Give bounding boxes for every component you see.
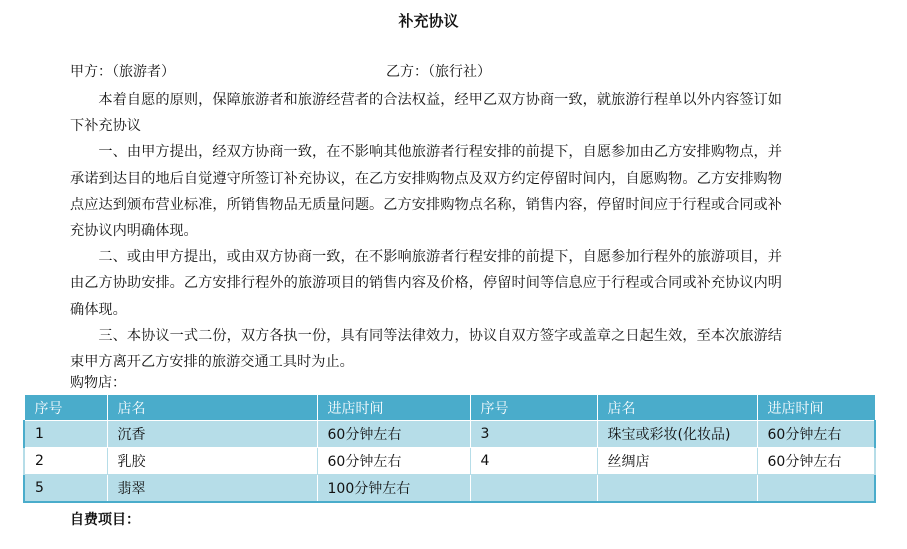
table-cell: 1 [24,421,107,448]
table-row [24,421,875,448]
shops-label: 购物店： [70,375,126,391]
table-cell: 乳胶 [107,448,317,475]
table-cell: 3 [470,421,597,448]
table-cell: 丝绸店 [597,448,757,475]
table-cell [757,475,875,503]
table-cell [597,475,757,503]
clause-three-paragraph: 三、本协议一式二份，双方各执一份，具有同等法律效力，协议自双方签字或盖章之日起生效，至本次旅游结束甲方离开乙方安排的旅游交通工具时为止。 [70,327,782,371]
table-header-row [24,395,875,421]
header-visit-time-2: 进店时间 [757,395,875,421]
intro-paragraph: 本着自愿的原则，保障旅游者和旅游经营者的合法权益，经甲乙双方协商一致，就旅游行程单以外内容签订如下补充协议 [70,92,782,135]
table-cell: 4 [470,448,597,475]
clause-one-paragraph: 一、由甲方提出，经双方协商一致，在不影响其他旅游者行程安排的前提下，自愿参加由乙方安排购物点，并承诺到达目的地后自觉遵守所签订补充协议，在乙方安排购物点及双方约定停留时间内，自愿购物。乙方安排购物点应达到颁布营业标准，所销售物品无质量问题。乙方安排购物点名称，销售内容，停留时间应于行程或合同或补充协议内明确体现。 [70,144,782,240]
table-cell: 翡翠 [107,475,317,503]
table-cell: 100分钟左右 [317,475,470,503]
extra-items-label: 自费项目： [70,512,140,528]
header-index-1: 序号 [24,395,107,421]
header-shop-name-2: 店名 [597,395,757,421]
table-cell [470,475,597,503]
shop-table [23,394,876,503]
document-title: 补充协议 [398,12,459,30]
header-index-2: 序号 [470,395,597,421]
table-cell: 2 [24,448,107,475]
table-cell: 60分钟左右 [757,448,875,475]
party-a-label: 甲方：（旅游者） [70,64,175,80]
table-cell: 5 [24,475,107,503]
table-cell: 珠宝或彩妆(化妆品) [597,421,757,448]
clause-two-paragraph: 二、或由甲方提出，或由双方协商一致，在不影响旅游者行程安排的前提下，自愿参加行程外的旅游项目，并由乙方协助安排。乙方安排行程外的旅游项目的销售内容及价格，停留时间等信息应于行程或合同或补充协议内明确体现。 [70,249,782,318]
header-visit-time-1: 进店时间 [317,395,470,421]
party-b-label: 乙方：（旅行社） [386,64,491,80]
table-row [24,475,875,503]
table-cell: 沉香 [107,421,317,448]
header-shop-name-1: 店名 [107,395,317,421]
table-cell: 60分钟左右 [317,448,470,475]
table-cell: 60分钟左右 [757,421,875,448]
table-cell: 60分钟左右 [317,421,470,448]
table-row [24,448,875,475]
agreement-body [70,87,782,375]
